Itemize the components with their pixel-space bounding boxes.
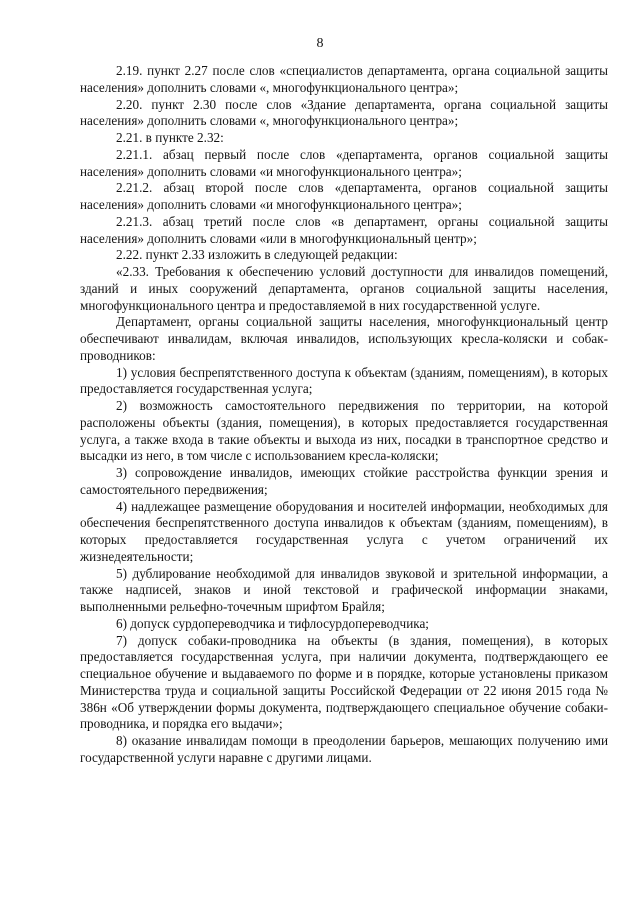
list-item-7: 7) допуск собаки-проводника на объекты (в здания, помещения), в которых предоставляется государственная услуга, при наличии документа, подтверждающего ее специальное обучение и выдаваемого по форме и в порядке, которые установлены приказом Министерства труда и социальной защиты Российской Федерации от 22 июня 2015 года № 386н «Об утверждении формы документа, подтверждающего специальное обучение собаки-проводника, и порядка его выдачи»; <box>80 632 608 732</box>
document-body <box>80 63 608 767</box>
paragraph-2-21-3: 2.21.3. абзац третий после слов «в департамент, органы социальной защиты населения» дополнить словами «или в многофункциональный центр»; <box>80 213 608 246</box>
paragraph-2-19: 2.19. пункт 2.27 после слов «специалистов департамента, органа социальной защиты населения» дополнить словами «, многофункционального центра»; <box>80 63 608 95</box>
list-item-3: 3) сопровождение инвалидов, имеющих стойкие расстройства функции зрения и самостоятельного передвижения; <box>80 465 608 497</box>
list-item-6: 6) допуск сурдопереводчика и тифлосурдопереводчика; <box>116 615 429 631</box>
paragraph-2-21-2: 2.21.2. абзац второй после слов «департамента, органов социальной защиты населения» дополнить словами «и многофункционального центра»; <box>80 180 608 212</box>
paragraph-departament-intro: Департамент, органы социальной защиты населения, многофункциональный центр обеспечивают инвалидам, включая инвалидов, использующих кресла-коляски и собак-проводников: <box>80 314 608 363</box>
paragraph-2-22: 2.22. пункт 2.33 изложить в следующей редакции: <box>116 247 398 263</box>
list-item-1: 1) условия беспрепятственного доступа к объектам (зданиям, помещениям), в которых предоставляется государственная услуга; <box>80 364 608 397</box>
paragraph-2-21-1: 2.21.1. абзац первый после слов «департамента, органов социальной защиты населения» дополнить словами «и многофункционального центра»; <box>80 146 608 179</box>
list-item-5: 5) дублирование необходимой для инвалидов звуковой и зрительной информации, а также надписей, знаков и иной текстовой и графической информации знаками, выполненными рельефно-точечным шрифтом Брайля; <box>80 565 608 614</box>
paragraph-2-33: «2.33. Требования к обеспечению условий доступности для инвалидов помещений, зданий и иных сооружений департамента, органов социальной защиты населения, многофункционального центра и предоставляемой в них государственной услуге. <box>80 264 608 313</box>
list-item-8: 8) оказание инвалидам помощи в преодолении барьеров, мешающих получению ими государственной услуги наравне с другими лицами. <box>80 733 608 765</box>
page-number: 8 <box>316 36 324 51</box>
paragraph-2-20: 2.20. пункт 2.30 после слов «Здание департамента, органа социальной защиты населения» дополнить словами «, многофункционального центра»; <box>80 96 608 129</box>
list-item-2: 2) возможность самостоятельного передвижения по территории, на которой расположены объекты (здания, помещения), в которых предоставляется государственная услуга, а также входа в такие объекты и выхода из них, посадки в транспортное средство и высадки из него, в том числе с использованием кресла-коляски; <box>80 398 608 464</box>
paragraph-2-21: 2.21. в пункте 2.32: <box>116 130 224 145</box>
list-item-4: 4) надлежащее размещение оборудования и носителей информации, необходимых для обеспечения беспрепятственного доступа инвалидов к объектам (зданиям, помещениям), в которых предоставляется государственная услуга с учетом ограничений их жизнедеятельности; <box>80 498 608 564</box>
